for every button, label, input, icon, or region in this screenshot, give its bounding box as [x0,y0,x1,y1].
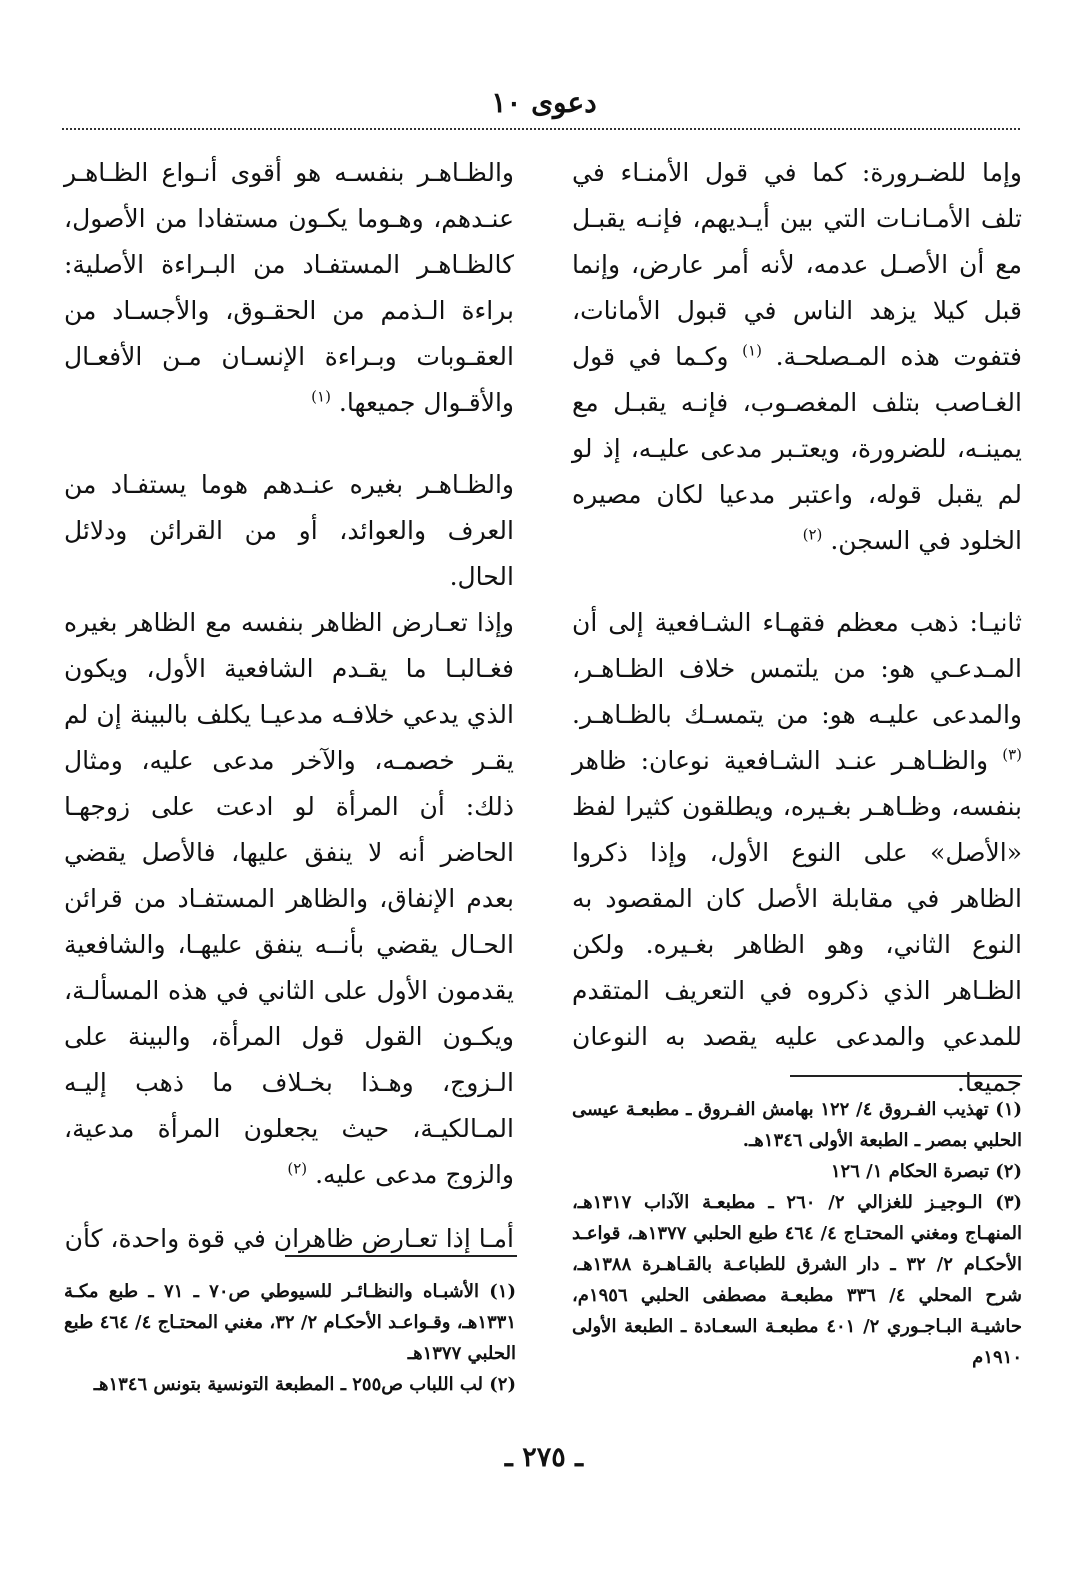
paragraph-text: والظـاهـر بنفسـه هو أقوى أنـواع الظـاهـر عنـدهم، وهـوما يكـون مستفادا من الأصول، كالظـاهـر المستفـاد من البـراءة الأصلية: براءة الـذمم من الحقـوق، والأجسـاد من العقـوبات وبـراءة الإنسـان مـن الأفعـال والأقـوال جميعها. [64,158,514,417]
paragraph [64,462,514,600]
footnote-reference: (١) [742,341,762,360]
footnote: (٢) تبصرة الحكام ١/ ١٢٦ [830,1161,1022,1182]
paragraph [64,150,514,426]
page-header-title: دعوى ١٠ [491,86,597,119]
footnote: (٢) لب اللباب ص٢٥٥ ـ المطبعة التونسية بتونس ١٣٤٦هـ [93,1374,516,1395]
page-number: ـ ٢٧٥ ـ [504,1442,584,1473]
footnote-divider [285,1255,517,1257]
footnotes-left [64,1276,516,1400]
right-column [572,150,1022,1106]
footnote-reference: (١) [311,387,331,406]
footnote: (١) الأشبـاه والنظـائـر للسيوطي ص٧٠ ـ ٧١ ـ طبع مكـة ١٣٣١هـ، وقـواعـد الأحكـام ٢/ ٣٢، مغني المحتـاج ٤/ ٤٦٤ طبع الحلبي ١٣٧٧هـ [64,1281,516,1364]
footnote-reference: (٢) [802,525,823,544]
paragraph-text: وكـما في قول الغـاصب بتلف المغصـوب، فإنـه يقبـل مع يمينـه، للضرورة، ويعتـبر مدعى عليـه، إذ لو لم يقبل قوله، واعتبر مدعيا لكان مصيره الخلود في السجن. [572,342,1022,555]
footnote-divider [790,1075,1022,1077]
paragraph-text: ثانيـا: ذهب معظم فقهـاء الشـافعية إلى أن المـدعـي هو: من يلتمس خلاف الظـاهـر، والمدعى عليـه هو: من يتمسـك بالظـاهـر. [572,608,1022,729]
footnote: (١) تهذيب الفـروق ٤/ ١٢٢ بهامش الفـروق ـ مطبعـة عيسى الحلبي بمصر ـ الطبعة الأولى ١٣٤٦هـ. [572,1099,1023,1151]
paragraph [64,600,514,1198]
paragraph [572,150,1022,564]
header-dotted-divider [62,128,1020,130]
paragraph [572,600,1022,1106]
left-column [64,150,514,1262]
footnote-reference: (٣) [1002,745,1022,764]
footnote: (٣) الـوجيـز للغزالي ٢/ ٢٦٠ ـ مطبعـة الآداب ١٣١٧هـ، المنهـاج ومغني المحتـاج ٤/ ٤٦٤ طبع الحلبي ١٣٧٧هـ، قواعـد الأحكـام ٢/ ٣٢ ـ دار الشرق للطباعـة بالقـاهـرة ١٣٨٨هـ، شرح المحلي ٤/ ٣٣٦ مطبعـة مصطفى الحلبي ١٩٥٦م، حاشيـة البـاجـوري ٢/ ٤٠١ مطبعـة السعـادة ـ الطبعة الأولى ١٩١٠م [572,1192,1023,1368]
paragraph-text: وإذا تعـارض الظاهر بنفسه مع الظاهر بغيره فغـالبـا ما يقـدم الشافعية الأول، ويكون الذي يدعي خلافـه مدعيـا يكلف بالبينة إن لم يقـر خصمـه، والآخر مدعى عليه، ومثال ذلك: أن المرأة لو ادعت على زوجهـا الحاضر أنه لا ينفق عليها، فالأصل يقضي بعدم الإنفاق، والظاهر المستفـاد من قرائن الحـال يقضي بأنــه ينفق عليهـا، والشافعية يقدمون الأول على الثاني في هذه المسألـة، ويكـون القول قول المرأة، والبينة على الـزوج، وهـذا بخـلاف ما ذهب إليـه المـالكيـة، حيث يجعلون المرأة مدعية، والزوج مدعى عليه. [64,608,514,1189]
footnote-reference: (٢) [287,1159,308,1178]
paragraph-text: أمـا إذا تعـارض ظاهران في قوة واحدة، كأن [64,1224,514,1253]
paragraph-text: والظـاهـر بغيره عنـدهم هوما يستفـاد من العرف والعوائد، أو من القرائن ودلائل الحال. [64,470,514,591]
footnotes-right [572,1094,1022,1373]
paragraph-text: وإما للضـرورة: كما في قول الأمنـاء في تلف الأمـانـات التي بين أيـديهم، فإنـه يقبـل مع أن الأصـل عدمه، لأنه أمر عارض، وإنما قبل كيلا يزهد الناس في قبول الأمانات، فتفوت هذه المـصلحـة. [572,158,1022,371]
paragraph-text: والظـاهـر عنـد الشـافعية نوعان: ظاهر بنفسه، وظـاهـر بغـيره، ويطلقون كثيرا لفظ «الأصل» على النوع الأول، وإذا ذكروا الظاهر في مقابلة الأصل كان المقصود به النوع الثاني، وهو الظاهر بغـيره. ولكن الظـاهر الذي ذكروه في التعريف المتقدم للمدعي والمدعى عليه يقصد به النوعان جميعا. [572,746,1022,1097]
